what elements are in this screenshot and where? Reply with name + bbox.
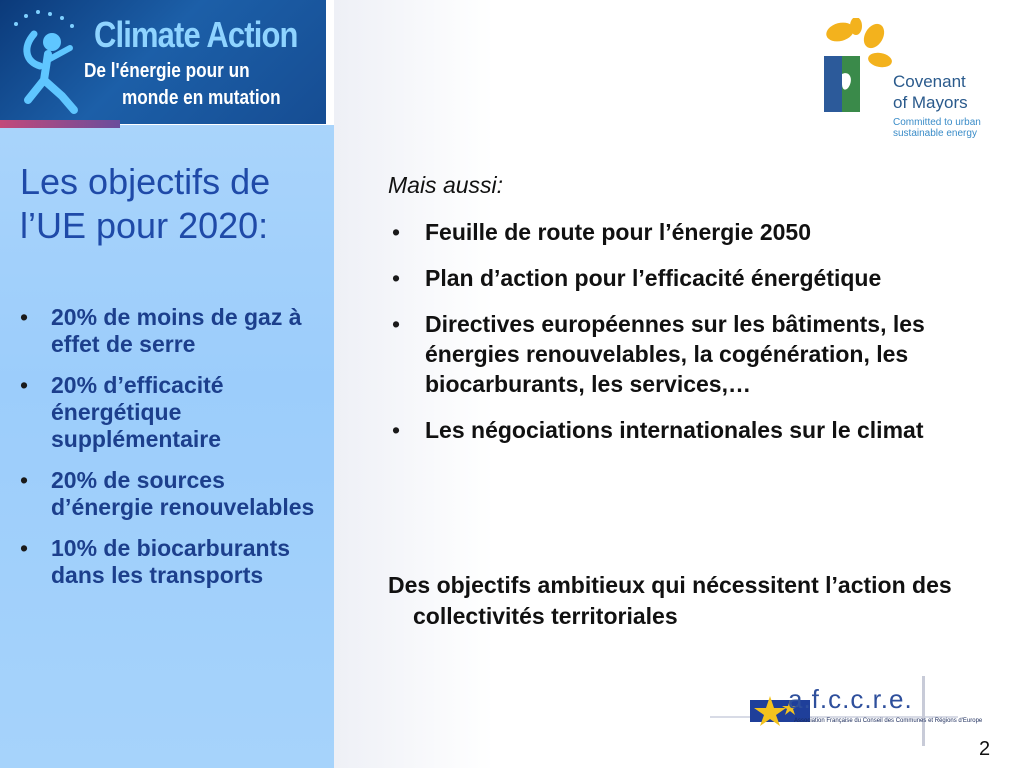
list-item [18, 372, 318, 453]
list-item-text: Feuille de route pour l’énergie 2050 [425, 219, 812, 245]
covenant-of-mayors-logo [820, 18, 1000, 148]
afccre-name: a.f.c.c.r.e. [788, 684, 913, 714]
list-item [18, 467, 318, 521]
right-intro: Mais aussi: [388, 172, 504, 198]
covenant-tagline: Committed to urban sustainable energy [893, 117, 981, 139]
afccre-fullname: Association Française du Conseil des Communes et Régions d'Europe [794, 718, 983, 724]
list-item [388, 263, 1000, 293]
list-item [388, 217, 1000, 247]
page-number: 2 [979, 738, 991, 760]
bullet-icon: • [20, 467, 29, 493]
bullet-icon: • [392, 417, 401, 443]
banner-strip [0, 120, 120, 128]
bullet-icon: • [20, 535, 29, 561]
bullet-icon: • [392, 311, 401, 337]
banner-subtitle-line1: De l'énergie pour un [84, 60, 250, 82]
list-item-text: Les négociations internationales sur le climat [425, 417, 924, 443]
bullet-icon: • [392, 219, 401, 245]
left-objectives-list [18, 304, 318, 603]
list-item [18, 304, 318, 358]
list-item-text: 10% de biocarburants dans les transports [51, 535, 291, 588]
list-item-text: 20% de moins de gaz à effet de serre [51, 304, 302, 357]
bullet-icon: • [20, 304, 29, 330]
bullet-icon: • [392, 265, 401, 291]
slide-title: Les objectifs de l’UE pour 2020: [20, 161, 271, 246]
banner-subtitle-line2: monde en mutation [122, 87, 281, 109]
banner-title: Climate Action [94, 14, 298, 55]
list-item [388, 309, 1000, 399]
afccre-logo [710, 674, 983, 748]
list-item-text: 20% de sources d’énergie renouvelables [51, 467, 315, 520]
covenant-line2: of Mayors [893, 93, 968, 112]
climate-action-banner [0, 0, 326, 124]
covenant-line1: Covenant [893, 72, 966, 91]
right-initiatives-list [388, 217, 1000, 461]
covenant-emblem-icon [820, 18, 894, 118]
climate-figure-icon [4, 4, 92, 116]
list-item-text: Directives européennes sur les bâtiments, les énergies renouvelables, la cogénération, les biocarburants, les services,… [425, 311, 925, 397]
conclusion-text: Des objectifs ambitieux qui nécessitent l’action des collectivités territoriales [388, 572, 952, 629]
list-item [18, 535, 318, 589]
list-item [388, 415, 1000, 445]
list-item-text: 20% d’efficacité énergétique supplémentaire [51, 372, 224, 452]
list-item-text: Plan d’action pour l’efficacité énergétique [425, 265, 882, 291]
bullet-icon: • [20, 372, 29, 398]
